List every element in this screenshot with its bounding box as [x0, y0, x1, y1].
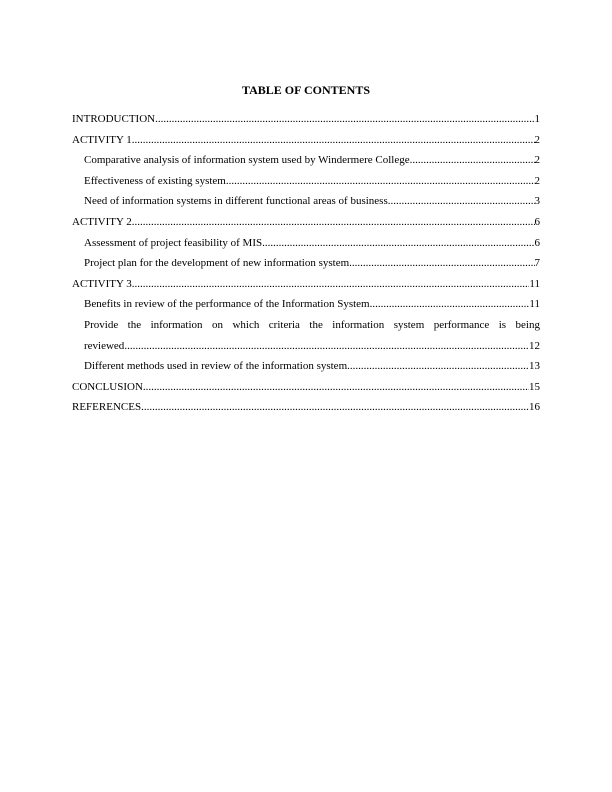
toc-entry-label: ACTIVITY 2 [72, 215, 132, 228]
toc-leader-dots [132, 130, 535, 151]
toc-entry-benefits-in-review[interactable] [72, 294, 540, 315]
toc-page-number: 11 [529, 277, 540, 290]
toc-entry-label: Need of information systems in different functional areas of business [84, 195, 388, 208]
toc-entry-label: REFERENCES [72, 401, 142, 414]
toc-page-number: 6 [534, 236, 540, 249]
toc-leader-dots [349, 253, 534, 274]
toc-leader-dots [155, 109, 534, 130]
toc-entry-label-line1: Provide the information on which criteria the information system performance is being [84, 318, 540, 331]
toc-entry-label: ACTIVITY 1 [72, 133, 132, 146]
toc-entry-label: INTRODUCTION [72, 113, 156, 125]
toc-entry-label: Different methods used in review of the information system [84, 360, 348, 373]
toc-entry-label: ACTIVITY 3 [72, 277, 132, 290]
toc-leader-dots [124, 336, 529, 357]
toc-entry-different-methods[interactable] [72, 356, 540, 377]
toc-entry-label: Assessment of project feasibility of MIS [84, 236, 263, 249]
toc-entry-conclusion[interactable] [72, 377, 540, 398]
toc-entry-activity-1[interactable] [72, 130, 540, 151]
toc-page-number: 12 [529, 339, 540, 352]
toc-page-number: 2 [534, 154, 540, 167]
toc-page-number: 2 [534, 174, 540, 187]
toc-page-number: 6 [534, 215, 540, 228]
toc-entry-label: CONCLUSION [72, 380, 143, 393]
toc-entry-label-line2-row [84, 336, 540, 357]
toc-leader-dots [410, 150, 535, 171]
toc-entry-comparative-analysis[interactable] [72, 150, 540, 171]
toc-entry-label: Effectiveness of existing system [84, 174, 226, 187]
toc-leader-dots [388, 191, 535, 212]
toc-entry-label: Project plan for the development of new information system [84, 257, 350, 270]
toc-page-number: 1 [534, 113, 540, 125]
toc-entry-effectiveness[interactable] [72, 171, 540, 192]
table-of-contents [72, 109, 540, 418]
toc-page-number: 11 [529, 298, 540, 311]
toc-leader-dots [132, 274, 530, 295]
toc-entry-activity-2[interactable] [72, 212, 540, 233]
toc-entry-need-of-information-systems[interactable] [72, 191, 540, 212]
toc-page-number: 13 [529, 360, 540, 373]
toc-leader-dots [347, 356, 529, 377]
toc-page-number: 2 [534, 133, 540, 146]
toc-leader-dots [226, 171, 535, 192]
toc-entry-activity-3[interactable] [72, 274, 540, 295]
toc-entry-criteria-reviewed[interactable] [72, 315, 540, 356]
toc-entry-project-plan[interactable] [72, 253, 540, 274]
toc-entry-introduction[interactable] [72, 109, 540, 130]
toc-page-number: 16 [529, 401, 540, 414]
toc-page-number: 7 [534, 257, 540, 270]
toc-entry-label: Benefits in review of the performance of the Information System [84, 298, 370, 311]
toc-leader-dots [141, 397, 529, 418]
toc-title: TABLE OF CONTENTS [241, 83, 371, 97]
toc-entry-label-line2: reviewed [84, 339, 125, 352]
toc-leader-dots [370, 294, 530, 315]
toc-leader-dots [132, 212, 535, 233]
toc-entry-references[interactable] [72, 397, 540, 418]
toc-entry-feasibility[interactable] [72, 233, 540, 254]
toc-entry-label: Comparative analysis of information system used by Windermere College [84, 154, 410, 167]
toc-page-number: 3 [534, 195, 540, 208]
toc-leader-dots [262, 233, 534, 254]
toc-leader-dots [143, 377, 529, 398]
toc-page-number: 15 [529, 380, 540, 393]
